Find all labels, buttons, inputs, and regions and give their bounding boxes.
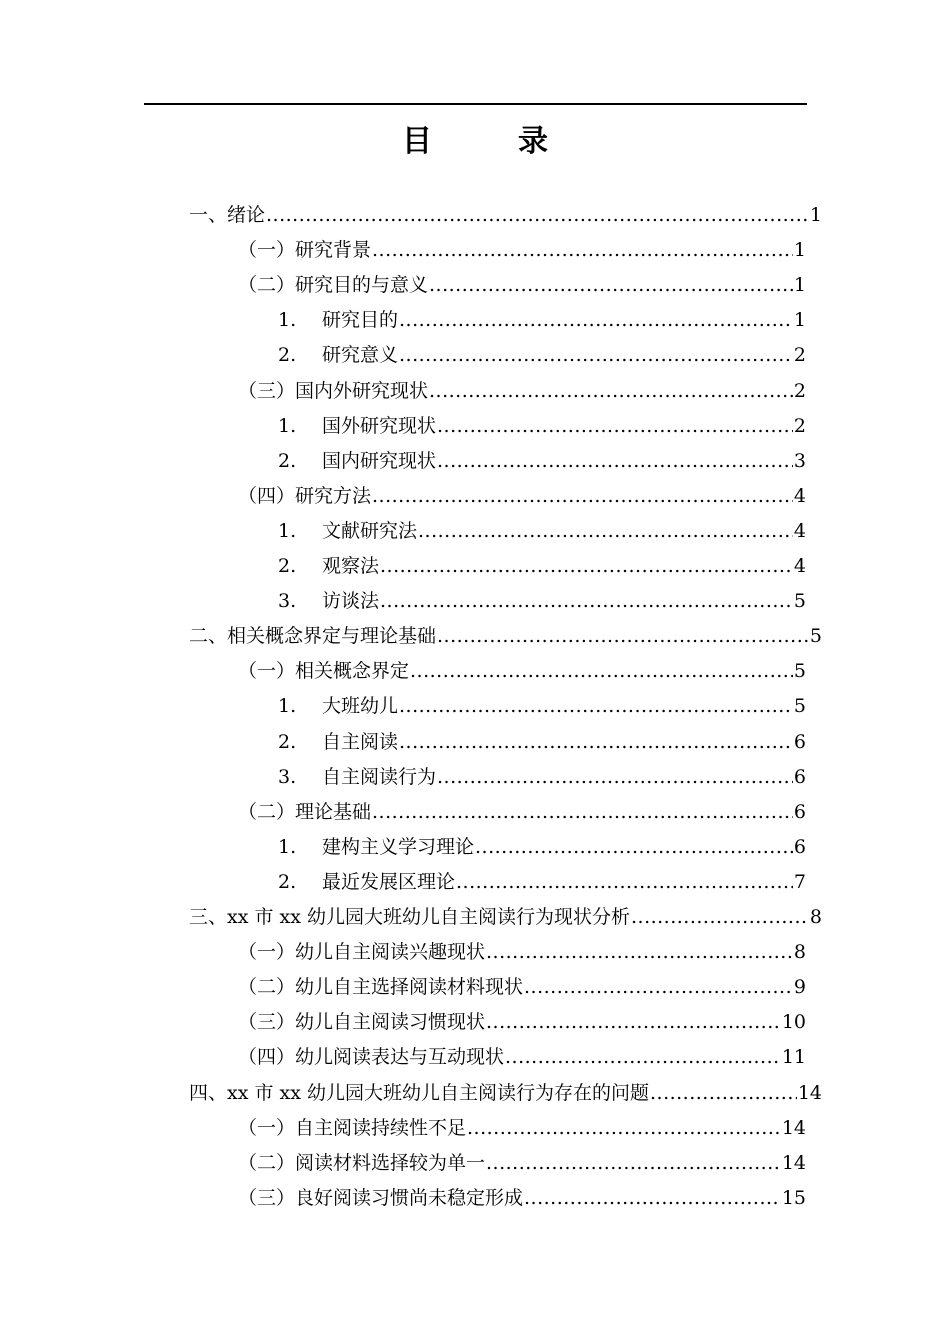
toc-entry[interactable]	[238, 654, 806, 689]
toc-entry-text: 国外研究现状	[322, 414, 437, 437]
toc-page-number: 2	[793, 379, 806, 402]
toc-entry-text: （四）研究方法	[238, 484, 372, 507]
toc-dot-leader	[631, 900, 809, 935]
toc-entry-text: 建构主义学习理论	[322, 835, 475, 858]
toc-page-number: 11	[781, 1046, 806, 1069]
toc-entry-text: 研究意义	[322, 344, 399, 367]
toc-page-number: 15	[781, 1186, 806, 1209]
toc-entry-label	[238, 795, 371, 830]
toc-entry[interactable]	[238, 1181, 806, 1216]
toc-dot-leader	[266, 198, 809, 233]
toc-dot-leader	[486, 1146, 781, 1181]
toc-page-number: 2	[793, 344, 806, 367]
toc-page-number: 6	[793, 835, 806, 858]
toc-entry[interactable]	[278, 444, 806, 479]
toc-entry-text: 自主阅读	[322, 730, 399, 753]
toc-page-number: 1	[793, 309, 806, 332]
toc-dot-leader	[429, 268, 793, 303]
toc-dot-leader	[372, 479, 793, 514]
toc-entry[interactable]	[238, 374, 806, 409]
toc-dot-leader	[380, 549, 793, 584]
toc-entry-label	[278, 584, 379, 619]
toc-entry-label	[189, 1076, 649, 1111]
toc-entry[interactable]	[238, 935, 806, 970]
toc-page-number: 4	[793, 519, 806, 542]
toc-entry[interactable]	[238, 479, 806, 514]
toc-page-number: 4	[793, 484, 806, 507]
toc-entry[interactable]	[278, 409, 806, 444]
toc-entry-label	[278, 409, 436, 444]
toc-entry-text: （三）国内外研究现状	[238, 379, 429, 402]
toc-entry-label	[238, 374, 428, 409]
toc-page-number: 6	[793, 730, 806, 753]
toc-entry-label	[278, 549, 379, 584]
toc-entry-text: （四）幼儿阅读表达与互动现状	[238, 1046, 505, 1069]
toc-page-number: 14	[781, 1116, 806, 1139]
toc-entry[interactable]	[238, 268, 806, 303]
toc-entry[interactable]	[189, 198, 822, 233]
toc-dot-leader	[467, 1111, 781, 1146]
toc-entry-label	[238, 268, 428, 303]
toc-entry-label	[238, 1111, 466, 1146]
toc-entry-text: 最近发展区理论	[322, 870, 456, 893]
toc-entry-text: 自主阅读行为	[322, 765, 437, 788]
toc-dot-leader	[399, 338, 793, 373]
toc-entry[interactable]	[238, 1146, 806, 1181]
toc-page-number: 3	[793, 449, 806, 472]
toc-entry-number: 1.	[278, 519, 297, 542]
toc-entry-label	[278, 689, 398, 724]
toc-entry-label	[278, 514, 417, 549]
toc-entry-text: （三）幼儿自主阅读习惯现状	[238, 1011, 486, 1034]
toc-dot-leader	[380, 584, 793, 619]
toc-entry-label	[278, 760, 436, 795]
toc-entry-label	[189, 198, 265, 233]
toc-dot-leader	[486, 935, 793, 970]
toc-entry-label	[278, 865, 455, 900]
toc-entry-label	[238, 1181, 523, 1216]
toc-entry-number: 1.	[278, 414, 297, 437]
toc-page-number: 14	[781, 1151, 806, 1174]
toc-entry-label	[238, 970, 523, 1005]
toc-dot-leader	[505, 1040, 781, 1075]
toc-entry[interactable]	[238, 1040, 806, 1075]
toc-entry-text: 大班幼儿	[322, 695, 399, 718]
toc-entry-label	[238, 1040, 504, 1075]
toc-entry-number: 1.	[278, 309, 297, 332]
toc-dot-leader	[418, 514, 793, 549]
toc-page-number: 8	[809, 906, 822, 928]
toc-page-number: 4	[793, 555, 806, 577]
toc-entry-text: （三）良好阅读习惯尚未稳定形成	[238, 1186, 524, 1209]
toc-dot-leader	[399, 725, 793, 760]
toc-page-number: 2	[793, 414, 806, 437]
top-rule	[144, 103, 807, 105]
toc-entry-number: 2.	[278, 730, 297, 753]
toc-entry-number: 2.	[278, 449, 297, 472]
toc-page-number: 5	[809, 625, 822, 648]
toc-dot-leader	[372, 233, 793, 268]
toc-entry[interactable]	[278, 830, 806, 865]
toc-entry[interactable]	[238, 970, 806, 1005]
toc-entry-number: 1.	[278, 695, 297, 718]
toc-entry-text: 研究目的	[322, 309, 399, 332]
toc-entry[interactable]	[238, 1005, 806, 1040]
toc-page-number: 10	[781, 1011, 806, 1034]
toc-entry[interactable]	[278, 760, 806, 795]
toc-dot-leader	[524, 1181, 781, 1216]
toc-entry-label	[238, 479, 371, 514]
toc-dot-leader	[486, 1005, 781, 1040]
toc-entry-label	[278, 725, 398, 760]
toc-dot-leader	[399, 689, 793, 724]
toc-dot-leader	[524, 970, 793, 1005]
toc-entry-text: 三、xx 市 xx 幼儿园大班幼儿自主阅读行为现状分析	[189, 906, 630, 928]
toc-entry[interactable]	[238, 1111, 806, 1146]
toc-entry-text: （二）阅读材料选择较为单一	[238, 1151, 486, 1174]
toc-entry[interactable]	[278, 689, 806, 724]
toc-entry-text: 一、绪论	[189, 204, 266, 226]
toc-entry-text: 访谈法	[322, 590, 380, 613]
toc-entry-text: （一）研究背景	[238, 239, 372, 262]
toc-entry[interactable]	[278, 514, 806, 549]
toc-page-number: 5	[793, 660, 806, 683]
toc-entry[interactable]	[189, 900, 822, 935]
toc-dot-leader	[399, 303, 793, 338]
toc-entry-text: 四、xx 市 xx 幼儿园大班幼儿自主阅读行为存在的问题	[189, 1081, 649, 1104]
toc-page-number: 5	[793, 695, 806, 718]
toc-entry-text: （一）相关概念界定	[238, 660, 410, 683]
toc-entry-text: 国内研究现状	[322, 449, 437, 472]
toc-entry-label	[189, 619, 436, 654]
toc-entry-text: 二、相关概念界定与理论基础	[189, 625, 437, 648]
toc-entry-label	[238, 1005, 485, 1040]
toc-entry-number: 2.	[278, 870, 297, 893]
toc-entry-number: 3.	[278, 765, 297, 788]
toc-entry[interactable]	[278, 549, 806, 584]
page-title: 目 录	[402, 124, 576, 159]
toc-page-number: 8	[793, 941, 806, 964]
toc-entry[interactable]	[278, 303, 806, 338]
toc-dot-leader	[437, 444, 793, 479]
toc-page-number: 6	[793, 800, 806, 823]
toc-entry[interactable]	[278, 584, 806, 619]
toc-entry[interactable]	[278, 338, 806, 373]
toc-page-number: 1	[809, 204, 822, 226]
toc-entry-label	[189, 900, 630, 935]
toc-entry-number: 2.	[278, 344, 297, 367]
toc-entry[interactable]	[189, 619, 822, 654]
toc-entry[interactable]	[278, 865, 806, 900]
toc-entry-number: 2.	[278, 555, 297, 577]
toc-entry-label	[278, 303, 398, 338]
toc-page-number: 1	[793, 239, 806, 262]
toc-page-number: 1	[793, 274, 806, 297]
toc-dot-leader	[437, 409, 793, 444]
toc-dot-leader	[650, 1076, 797, 1111]
toc-entry-label	[278, 830, 474, 865]
toc-entry-text: 文献研究法	[322, 519, 418, 542]
toc-entry-label	[238, 935, 485, 970]
toc-entry-text: （二）幼儿自主选择阅读材料现状	[238, 976, 524, 999]
toc-page-number: 5	[793, 590, 806, 613]
toc-entry-label	[278, 338, 398, 373]
toc-entry-text: （二）研究目的与意义	[238, 274, 429, 297]
toc-entry-label	[238, 233, 371, 268]
toc-entry[interactable]	[189, 1076, 822, 1111]
toc-page-number: 9	[793, 976, 806, 999]
toc-dot-leader	[429, 374, 793, 409]
toc-entry[interactable]	[238, 233, 806, 268]
toc-entry-number: 1.	[278, 835, 297, 858]
toc-entry-label	[278, 444, 436, 479]
toc-entry-label	[238, 1146, 485, 1181]
toc-entry-label	[238, 654, 409, 689]
toc-dot-leader	[410, 654, 793, 689]
toc-entry-text: （二）理论基础	[238, 800, 372, 823]
toc-page-number: 6	[793, 765, 806, 788]
toc-page-number: 14	[797, 1081, 822, 1104]
toc-dot-leader	[475, 830, 793, 865]
toc-entry[interactable]	[238, 795, 806, 830]
toc-entry[interactable]	[278, 725, 806, 760]
toc-dot-leader	[372, 795, 793, 830]
toc-entry-text: （一）自主阅读持续性不足	[238, 1116, 467, 1139]
toc-entry-text: （一）幼儿自主阅读兴趣现状	[238, 941, 486, 964]
toc-dot-leader	[437, 619, 809, 654]
toc-dot-leader	[456, 865, 793, 900]
toc-dot-leader	[437, 760, 793, 795]
toc-entry-number: 3.	[278, 590, 297, 613]
toc-page-number: 7	[793, 870, 806, 893]
toc-entry-text: 观察法	[322, 555, 380, 577]
